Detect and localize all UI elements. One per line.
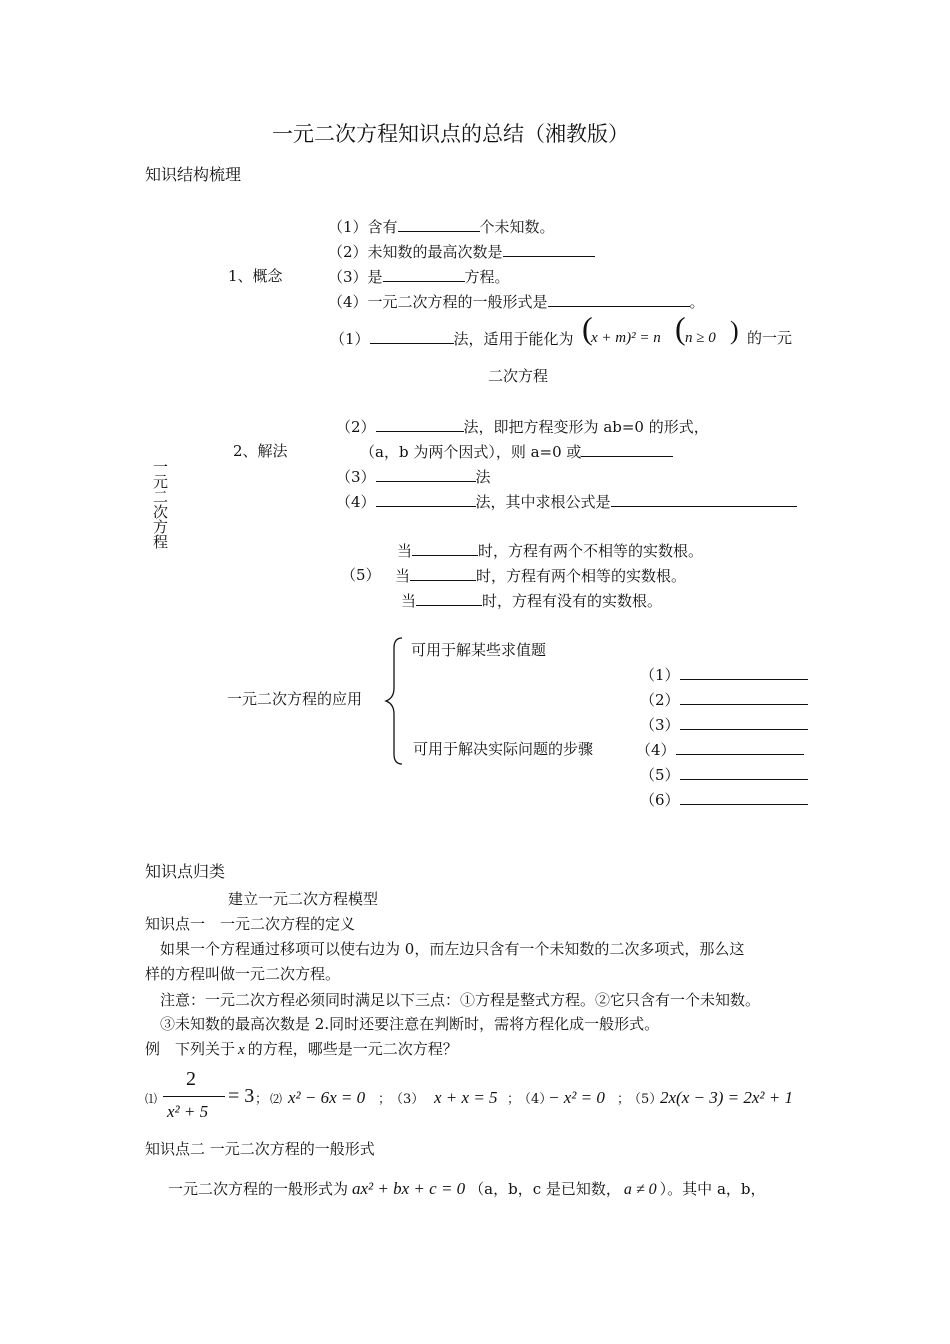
- kp1-heading: 知识点一 一元二次方程的定义: [145, 915, 356, 933]
- blank-line: [680, 717, 808, 730]
- step-5: [640, 767, 808, 783]
- method-1-post: 的一元: [747, 329, 793, 347]
- concept-item-2-pre: （2）未知数的最高次数是: [328, 243, 503, 261]
- step-2: [640, 692, 808, 708]
- example-var: x: [238, 1042, 245, 1058]
- eq-2-label: ⑵: [270, 1092, 283, 1106]
- section-heading-classification: 知识点归类: [145, 862, 226, 881]
- step-label: （3）: [640, 716, 680, 734]
- step-label: （6）: [640, 791, 680, 809]
- concept-item-3-post: 方程。: [464, 268, 510, 286]
- step-3: [640, 717, 808, 733]
- eq-3: x + x = 5: [434, 1088, 498, 1107]
- example-pre: 例 下列关于: [145, 1040, 236, 1058]
- blank-line: [376, 494, 476, 507]
- eq-sep: ；: [255, 1092, 269, 1107]
- concept-item-4-post: 。: [689, 293, 705, 311]
- blank-line: [581, 444, 673, 457]
- methods-label: 2、解法: [233, 442, 288, 460]
- blank-line: [412, 543, 478, 556]
- method-2-post: 法，即把方程变形为 ab=0 的形式，: [463, 418, 709, 436]
- method-5-c-text: 时，方程有没有的实数根。: [482, 592, 663, 610]
- blank-line: [680, 767, 808, 780]
- step-label: （1）: [640, 666, 680, 684]
- method-1-mid: 法，适用于能化为: [453, 330, 574, 348]
- blank-line: [680, 692, 808, 705]
- concept-item-3: [328, 269, 510, 285]
- method-1-paren-open: (: [582, 310, 593, 346]
- eq-1-denominator: x² + 5: [167, 1102, 209, 1121]
- eq-1-numerator: 2: [186, 1068, 196, 1090]
- step-4: [636, 742, 804, 758]
- page-title: 一元二次方程知识点的总结（湘教版）: [272, 122, 629, 146]
- kp2-formula: ax² + bx + c = 0: [352, 1179, 466, 1198]
- kp2-paragraph: [168, 1180, 766, 1198]
- method-4-post: 法，其中求根公式是: [475, 493, 611, 511]
- concept-item-4: [328, 294, 705, 310]
- eq-sep: ；: [507, 1092, 521, 1107]
- brace-icon: [384, 636, 404, 766]
- blank-line: [376, 469, 476, 482]
- step-label: （2）: [640, 691, 680, 709]
- method-3: [336, 469, 491, 485]
- eq-1-rhs: = 3: [228, 1085, 255, 1107]
- blank-line: [370, 331, 454, 344]
- example-post: 的方程，哪些是一元二次方程？: [247, 1040, 458, 1058]
- application-branch-1: 可用于解某些求值题: [411, 641, 547, 659]
- blank-line: [398, 219, 480, 232]
- method-2-pre: （2）: [336, 418, 376, 436]
- step-6: [640, 792, 808, 808]
- kp1-note-line2: ③未知数的最高次数是 2.同时还要注意在判断时，需将方程化成一般形式。: [160, 1015, 660, 1033]
- method-4-pre: （4）: [336, 493, 376, 511]
- kp1-paragraph-line2: 样的方程叫做一元二次方程。: [145, 965, 341, 983]
- application-label: 一元二次方程的应用: [227, 690, 363, 708]
- method-4: [336, 494, 797, 510]
- kp2-mid: （a，b，c 是已知数，: [469, 1180, 621, 1198]
- method-5-label: （5）: [341, 566, 381, 584]
- blank-line: [383, 269, 465, 282]
- method-1-pre: （1）: [330, 330, 370, 348]
- eq-4: − x² = 0: [548, 1088, 605, 1107]
- blank-line: [410, 568, 476, 581]
- concept-item-3-pre: （3）是: [328, 268, 383, 286]
- method-2-line2: [360, 444, 673, 460]
- method-1-paren-cond: (: [675, 310, 686, 346]
- blank-line: [376, 419, 464, 432]
- method-2-line2-text: （a，b 为两个因式），则 a=0 或: [360, 443, 582, 461]
- method-5-a: [397, 543, 703, 559]
- eq-4-label: （4）: [518, 1092, 553, 1107]
- method-5-when: 当: [395, 567, 411, 585]
- concept-item-2: [328, 244, 595, 260]
- example-line: [145, 1042, 458, 1058]
- kp1-note-line1: 注意：一元二次方程必须同时满足以下三点：①方程是整式方程。②它只含有一个未知数。: [160, 991, 761, 1009]
- blank-line: [548, 294, 690, 307]
- eq-2: x² − 6x = 0: [288, 1088, 366, 1107]
- kp1-paragraph-line1: 如果一个方程通过移项可以使右边为 0，而左边只含有一个未知数的二次多项式，那么这: [160, 940, 745, 958]
- kp2-pre: 一元二次方程的一般形式为: [168, 1180, 349, 1198]
- concept-item-1-pre: （1）含有: [328, 218, 398, 236]
- blank-line: [416, 593, 482, 606]
- method-1-condition: n ≥ 0: [685, 330, 716, 346]
- method-3-post: 法: [475, 468, 491, 486]
- concept-item-1-post: 个未知数。: [479, 218, 555, 236]
- kp2-post: ）。其中 a，b，: [659, 1180, 766, 1198]
- eq-sep: ；: [378, 1092, 392, 1107]
- method-2: [336, 419, 709, 435]
- kp2-heading: 知识点二 一元二次方程的一般形式: [145, 1140, 375, 1158]
- eq-1-label: ⑴: [145, 1092, 158, 1106]
- method-3-pre: （3）: [336, 468, 376, 486]
- kp2-condition: a ≠ 0: [623, 1181, 657, 1198]
- method-5-when: 当: [401, 592, 417, 610]
- blank-line: [676, 742, 804, 755]
- method-5-when: 当: [397, 542, 413, 560]
- blank-line: [503, 244, 595, 257]
- method-1: [330, 331, 574, 347]
- step-label: （5）: [640, 766, 680, 784]
- method-5-b-text: 时，方程有两个相等的实数根。: [476, 567, 687, 585]
- method-5-c: [401, 593, 662, 609]
- method-1-formula: x + m)² = n: [591, 330, 661, 346]
- section-heading-structure: 知识结构梳理: [145, 165, 242, 184]
- step-label: （4）: [636, 741, 676, 759]
- blank-line: [680, 792, 808, 805]
- concept-label: 1、概念: [228, 267, 283, 285]
- method-1-line2: 二次方程: [488, 367, 549, 385]
- subtitle: 建立一元二次方程模型: [228, 890, 379, 908]
- step-1: [640, 667, 808, 683]
- blank-line: [680, 667, 808, 680]
- application-branch-2: 可用于解决实际问题的步骤: [413, 740, 594, 758]
- eq-sep: ；: [617, 1092, 631, 1107]
- concept-item-4-pre: （4）一元二次方程的一般形式是: [328, 293, 548, 311]
- eq-5-label: （5）: [628, 1092, 663, 1107]
- method-5-a-text: 时，方程有两个不相等的实数根。: [478, 542, 704, 560]
- method-5-b: [395, 568, 686, 584]
- concept-item-1: [328, 219, 555, 235]
- eq-5: 2x(x − 3) = 2x² + 1: [660, 1088, 793, 1107]
- eq-3-label: （3）: [390, 1092, 425, 1107]
- vertical-label: 一元二次方程: [151, 459, 169, 549]
- method-1-paren-close: ): [730, 316, 739, 345]
- fraction-bar: [163, 1096, 225, 1097]
- blank-line: [611, 494, 797, 507]
